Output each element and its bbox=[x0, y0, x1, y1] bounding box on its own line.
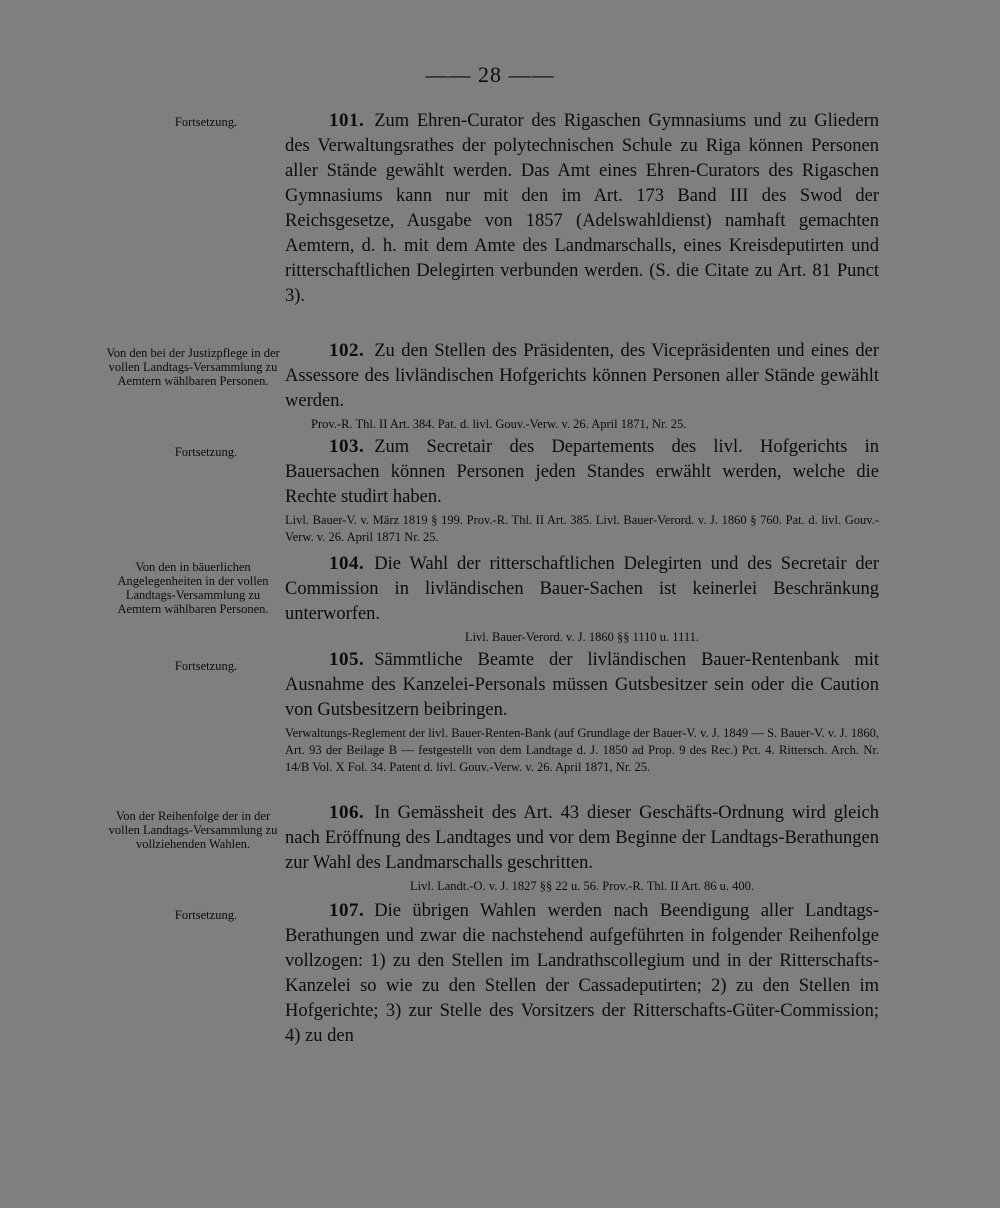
paragraph-text: Die Wahl der ritterschaftlichen Delegirten und des Secretair der Commission in livländischen Bauer-Sachen ist keinerlei Beschränkung unterworfen. bbox=[285, 554, 879, 624]
paragraph-text: Zu den Stellen des Präsidenten, des Vicepräsidenten und eines der Assessore des livländischen Hofgerichts können Personen aller Stände gewählt werden. bbox=[285, 341, 879, 411]
paragraph-number: 105. bbox=[329, 649, 365, 670]
paragraph-number: 106. bbox=[329, 802, 365, 823]
paragraph-text: Zum Secretair des Departements des livl. Hofgerichts in Bauersachen können Personen jeden Standes erwählt werden, welche die Rechte studirt haben. bbox=[285, 437, 879, 507]
margin-note-106: Von der Reihenfolge der in der vollen Landtags-Versammlung zu vollziehenden Wahlen. bbox=[108, 809, 278, 851]
legal-citation: Livl. Bauer-Verord. v. J. 1860 §§ 1110 u. 1111. bbox=[464, 630, 700, 644]
legal-citation: Prov.-R. Thl. II Art. 384. Pat. d. livl. Gouv.-Verw. v. 26. April 1871, Nr. 25. bbox=[311, 417, 687, 431]
paragraph-number: 103. bbox=[329, 436, 365, 457]
paragraph-number: 102. bbox=[329, 340, 365, 361]
paragraph-text: Die übrigen Wahlen werden nach Beendigung aller Landtags-Berathungen und zwar die nachstehend aufgeführten in folgender Reihenfolge vollzogen: 1) zu den Stellen im Landrathscollegium und in der Ritterschafts-Kanzelei so wie zu den Stellen der Cassadeputirten; 2) zu den Stellen im Hofgerichte; 3) zur Stelle des Vorsitzers der Ritterschafts-Güter-Commission; 4) zu den bbox=[285, 901, 879, 1046]
paragraph-number: 107. bbox=[329, 900, 365, 921]
paragraph-101 bbox=[285, 108, 879, 309]
paragraph-104 bbox=[285, 551, 879, 646]
margin-note-101: Fortsetzung. bbox=[174, 115, 238, 129]
paragraph-102 bbox=[285, 338, 879, 433]
paragraph-107 bbox=[285, 898, 879, 1049]
paragraph-106 bbox=[285, 800, 879, 895]
margin-note-105: Fortsetzung. bbox=[174, 659, 238, 673]
paragraph-text: Sämmtliche Beamte der livländischen Bauer-Rentenbank mit Ausnahme des Kanzelei-Personals müssen Gutsbesitzer sein oder die Caution von Gutsbesitzern beibringen. bbox=[285, 650, 879, 720]
margin-note-104: Von den in bäuerlichen Angelegenheiten in der vollen Landtags-Versammlung zu Aemtern wählbaren Personen. bbox=[117, 560, 269, 616]
legal-citation: Livl. Bauer-V. v. März 1819 § 199. Prov.-R. Thl. II Art. 385. Livl. Bauer-Verord. v. J. 1860 § 760. Pat. d. livl. Gouv.-Verw. v. 26. April 1871 Nr. 25. bbox=[285, 513, 879, 544]
legal-citation: Livl. Landt.-O. v. J. 1827 §§ 22 u. 56. Prov.-R. Thl. II Art. 86 u. 400. bbox=[410, 879, 754, 893]
paragraph-text: In Gemässheit des Art. 43 dieser Geschäfts-Ordnung wird gleich nach Eröffnung des Landtages und vor dem Beginne der Landtags-Berathungen zur Wahl des Landmarschalls geschritten. bbox=[285, 803, 879, 873]
paragraph-number: 101. bbox=[329, 110, 365, 131]
margin-note-107: Fortsetzung. bbox=[174, 908, 238, 922]
page-number: —— 28 —— bbox=[425, 62, 555, 87]
paragraph-number: 104. bbox=[329, 553, 365, 574]
paragraph-105 bbox=[285, 647, 879, 776]
legal-citation: Verwaltungs-Reglement der livl. Bauer-Renten-Bank (auf Grundlage der Bauer-V. v. J. 1849 — S. Bauer-V. v. J. 1860, Art. 93 der Beilage B — festgestellt von dem Landtage d. J. 1850 ad Prop. 9 des Rec.) Pct. 4. Rittersch. Arch. Nr. 14/B Vol. X Fol. 34. Patent d. livl. Gouv.-Verw. v. 26. April 1871, Nr. 25. bbox=[285, 726, 879, 774]
paragraph-103 bbox=[285, 434, 879, 546]
margin-note-102: Von den bei der Justizpflege in der vollen Landtags-Versammlung zu Aemtern wählbaren Personen. bbox=[106, 346, 280, 388]
margin-note-103: Fortsetzung. bbox=[174, 445, 238, 459]
paragraph-text: Zum Ehren-Curator des Rigaschen Gymnasiums und zu Gliedern des Verwaltungsrathes der polytechnischen Schule zu Riga können Personen aller Stände gewählt werden. Das Amt eines Ehren-Curators des Rigaschen Gymnasiums kann nur mit den im Art. 173 Band III des Swod der Reichsgesetze, Ausgabe von 1857 (Adelswahldienst) namhaft gemachten Aemtern, d. h. mit dem Amte des Landmarschalls, eines Kreisdeputirten und ritterschaftlichen Delegirten verbunden werden. (S. die Citate zu Art. 81 Punct 3). bbox=[285, 111, 879, 306]
